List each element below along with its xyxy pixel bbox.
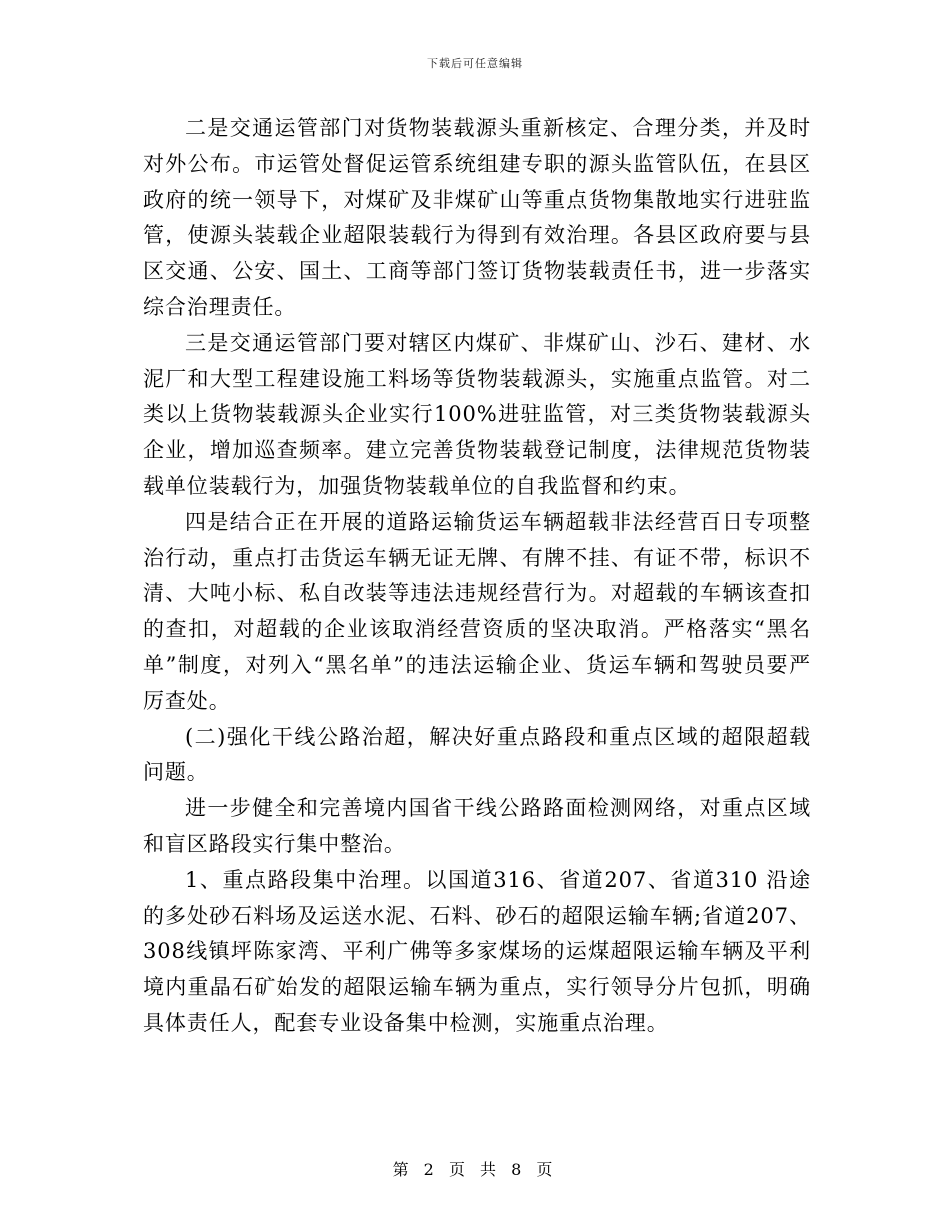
paragraph-4: (二)强化干线公路治超，解决好重点路段和重点区域的超限超载问题。 — [143, 724, 811, 785]
document-body — [143, 111, 811, 1042]
paragraph-1: 二是交通运管部门对货物装载源头重新核定、合理分类，并及时对外公布。市运管处督促运管系统组建专职的源头监管队伍，在县区政府的统一领导下，对煤矿及非煤矿山等重点货物集散地实行进驻监管，使源头装载企业超限装载行为得到有效治理。各县区政府要与县区交通、公安、国土、工商等部门签订货物装载责任书，进一步落实综合治理责任。 — [143, 116, 811, 319]
paragraph-5: 进一步健全和完善境内国省干线公路路面检测网络，对重点区域和盲区路段实行集中整治。 — [143, 796, 811, 856]
paragraph-3: 四是结合正在开展的道路运输货运车辆超载非法经营百日专项整治行动，重点打击货运车辆无证无牌、有牌不挂、有证不带，标识不清、大吨小标、私自改装等违法违规经营行为。对超载的车辆该查扣的查扣，对超载的企业该取消经营资质的坚决取消。严格落实“黑名单”制度，对列入“黑名单”的违法运输企业、货运车辆和驾驶员要严厉查处。 — [143, 509, 811, 713]
paragraph-2: 三是交通运管部门要对辖区内煤矿、非煤矿山、沙石、建材、水泥厂和大型工程建设施工料场等货物装载源头，实施重点监管。对二类以上货物装载源头企业实行100%进驻监管，对三类货物装载源头企业，增加巡查频率。建立完善货物装载登记制度，法律规范货物装载单位装载行为，加强货物装载单位的自我监督和约束。 — [143, 330, 811, 498]
paragraph-6: 1、重点路段集中治理。以国道316、省道207、省道310 沿途的多处砂石料场及运送水泥、石料、砂石的超限运输车辆;省道207、308线镇坪陈家湾、平利广佛等多家煤场的运煤超限运输车辆及平利境内重晶石矿始发的超限运输车辆为重点，实行领导分片包抓，明确具体责任人，配套专业设备集中检测，实施重点治理。 — [143, 867, 811, 1035]
page-number-footer: 第 2 页 共 8 页 — [392, 1160, 558, 1179]
page-header: 下载后可任意编辑 — [427, 57, 523, 70]
